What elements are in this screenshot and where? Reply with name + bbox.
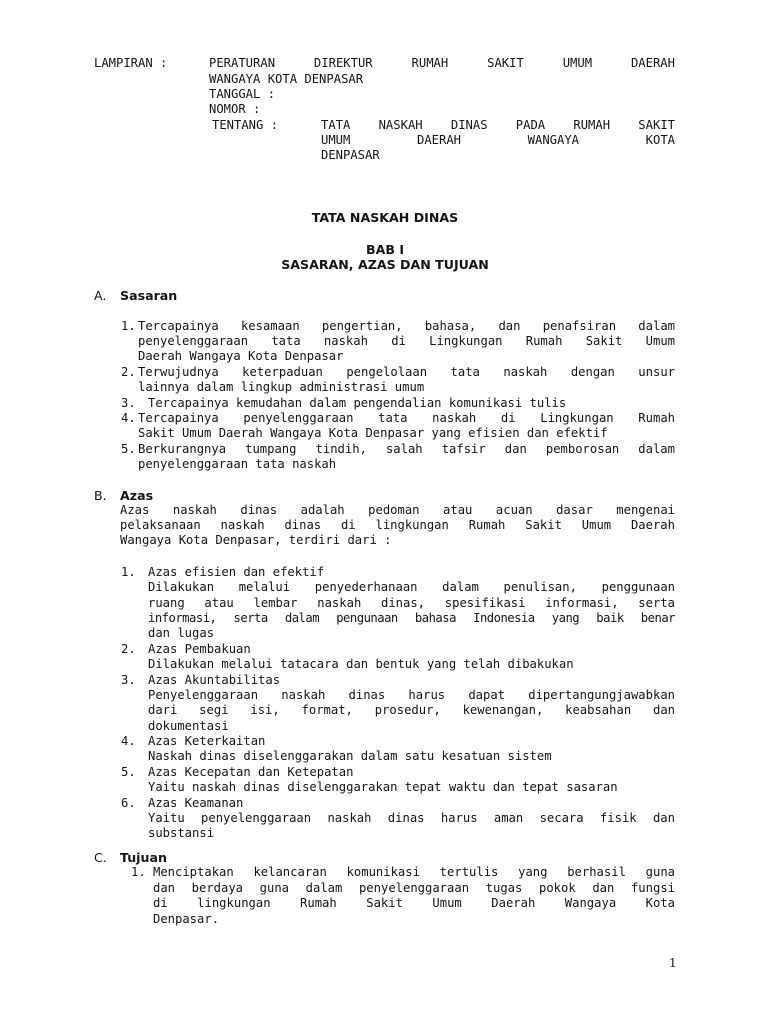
- list-number: 3.: [121, 673, 136, 687]
- list-item-line: Denpasar.: [153, 912, 220, 926]
- chapter-number: BAB I: [365, 242, 404, 257]
- list-number: 3.: [121, 396, 136, 410]
- section-letter: B.: [94, 488, 107, 503]
- list-item-line: dan berdaya guna dalam penyelenggaraan tugas pokok dan fungsi: [153, 881, 675, 895]
- list-item-line: penyelenggaraan tata naskah di Lingkungan Rumah Sakit Umum: [138, 334, 675, 348]
- list-number: 1.: [121, 319, 136, 333]
- tentang-line3: DENPASAR: [321, 148, 380, 162]
- chapter-title: SASARAN, AZAS DAN TUJUAN: [281, 257, 489, 272]
- list-item-line: Tercapainya penyelenggaraan tata naskah di Lingkungan Rumah: [138, 411, 675, 425]
- list-item-line: informasi, serta dalam pengunaan bahasa Indonesia yang baik benar: [148, 611, 675, 625]
- list-item-line: Menciptakan kelancaran komunikasi tertulis yang berhasil guna: [153, 865, 675, 879]
- list-item-line: Yaitu naskah dinas diselenggarakan tepat waktu dan tepat sasaran: [148, 780, 618, 794]
- tentang-line1: TATA NASKAH DINAS PADA RUMAH SAKIT: [321, 118, 675, 132]
- list-item-line: Penyelenggaraan naskah dinas harus dapat dipertangungjawabkan: [148, 688, 675, 702]
- list-number: 4.: [121, 411, 136, 425]
- regulation-title-line2: WANGAYA KOTA DENPASAR: [209, 72, 364, 86]
- section-heading: Tujuan: [120, 850, 167, 865]
- list-number: 2.: [121, 642, 136, 656]
- nomor-label: NOMOR :: [209, 102, 261, 116]
- list-item-line: Yaitu penyelenggaraan naskah dinas harus aman secara fisik dan: [148, 811, 675, 825]
- list-number: 5.: [121, 442, 136, 456]
- tanggal-label: TANGGAL :: [209, 87, 276, 101]
- list-item-title: Azas Kecepatan dan Ketepatan: [148, 765, 354, 779]
- list-number: 6.: [121, 796, 136, 810]
- list-item-line: Sakit Umum Daerah Wangaya Kota Denpasar yang efisien dan efektif: [138, 426, 608, 440]
- section-intro-line: pelaksanaan naskah dinas di lingkungan Rumah Sakit Umum Daerah: [120, 518, 675, 532]
- section-letter: A.: [94, 288, 107, 303]
- section-heading: Sasaran: [120, 288, 178, 303]
- list-number: 2.: [121, 365, 136, 379]
- list-item-line: Berkurangnya tumpang tindih, salah tafsir dan pemborosan dalam: [138, 442, 675, 456]
- list-number: 1.: [131, 865, 146, 879]
- section-intro-line: Wangaya Kota Denpasar, terdiri dari :: [120, 533, 392, 547]
- list-item-title: Azas Pembakuan: [148, 642, 251, 656]
- list-item-line: dari segi isi, format, prosedur, kewenangan, keabsahan dan: [148, 703, 675, 717]
- tentang-label: TENTANG :: [212, 118, 279, 132]
- list-item-title: Azas Keamanan: [148, 796, 244, 810]
- lampiran-label: LAMPIRAN :: [94, 56, 168, 70]
- list-item-line: penyelenggaraan tata naskah: [138, 457, 337, 471]
- list-item-line: Dilakukan melalui tatacara dan bentuk yang telah dibakukan: [148, 657, 574, 671]
- list-item-line: di lingkungan Rumah Sakit Umum Daerah Wangaya Kota: [153, 896, 675, 910]
- regulation-title-line1: PERATURAN DIREKTUR RUMAH SAKIT UMUM DAERAH: [209, 56, 675, 70]
- list-item-line: dokumentasi: [148, 719, 229, 733]
- page-number: 1: [669, 956, 677, 970]
- list-item-line: Daerah Wangaya Kota Denpasar: [138, 349, 344, 363]
- list-item-line: dan lugas: [148, 626, 215, 640]
- list-item-line: lainnya dalam lingkup administrasi umum: [138, 380, 425, 394]
- document-title: TATA NASKAH DINAS: [311, 210, 459, 225]
- list-item-line: ruang atau lembar naskah dinas, spesifikasi informasi, serta: [148, 596, 675, 610]
- list-item-line: Terwujudnya keterpaduan pengelolaan tata naskah dengan unsur: [138, 365, 675, 379]
- list-item-line: substansi: [148, 826, 215, 840]
- list-number: 4.: [121, 734, 136, 748]
- section-intro-line: Azas naskah dinas adalah pedoman atau acuan dasar mengenai: [120, 503, 675, 517]
- list-item-line: Tercapainya kemudahan dalam pengendalian komunikasi tulis: [148, 396, 567, 410]
- list-item-line: Tercapainya kesamaan pengertian, bahasa, dan penafsiran dalam: [138, 319, 675, 333]
- list-item-title: Azas Akuntabilitas: [148, 673, 281, 687]
- list-item-line: Dilakukan melalui penyederhanaan dalam penulisan, penggunaan: [148, 580, 675, 594]
- list-number: 1.: [121, 565, 136, 579]
- list-item-line: Naskah dinas diselenggarakan dalam satu kesatuan sistem: [148, 749, 552, 763]
- list-item-title: Azas Keterkaitan: [148, 734, 266, 748]
- section-heading: Azas: [120, 488, 154, 503]
- section-letter: C.: [94, 850, 107, 865]
- list-number: 5.: [121, 765, 136, 779]
- list-item-title: Azas efisien dan efektif: [148, 565, 325, 579]
- tentang-line2: UMUM DAERAH WANGAYA KOTA: [321, 133, 675, 147]
